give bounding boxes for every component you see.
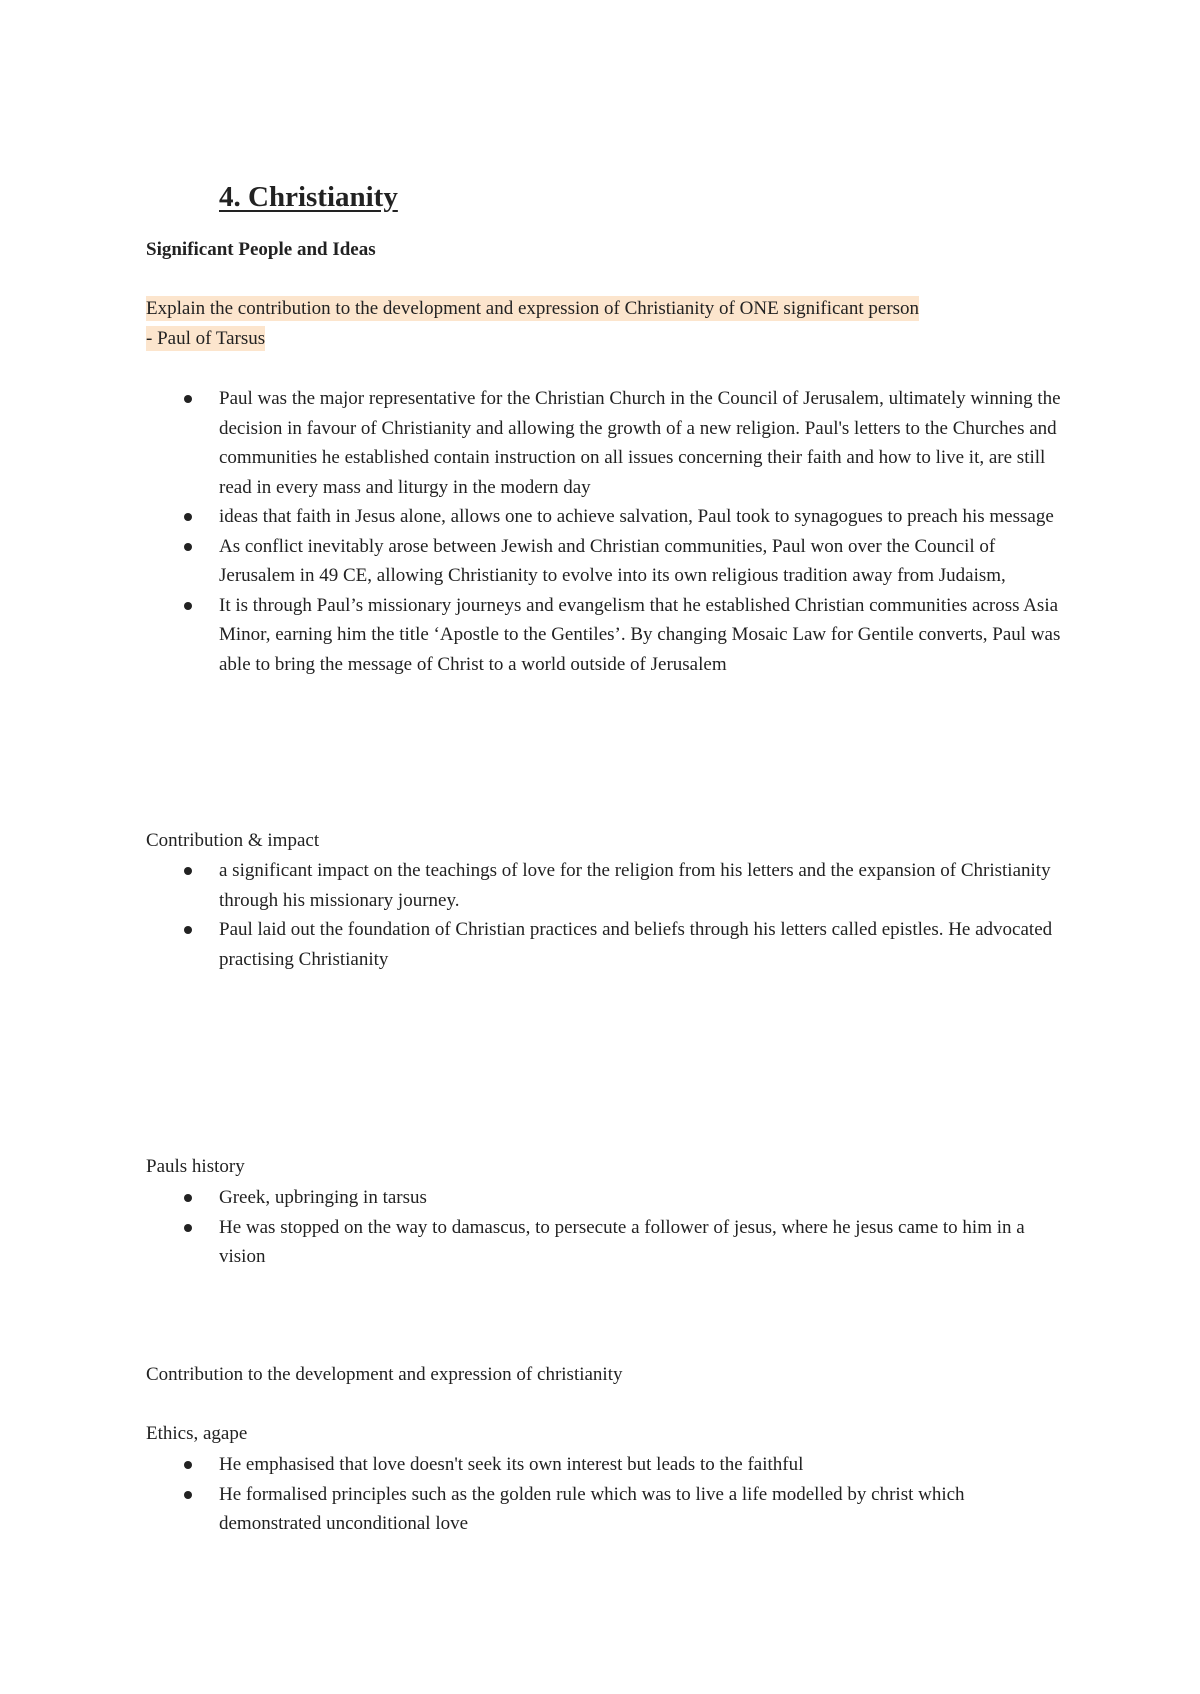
list-item-text: He was stopped on the way to damascus, to persecute a follower of jesus, where he jesus came to him in a vision [219, 1216, 1025, 1267]
list-item-text: He emphasised that love doesn't seek its own interest but leads to the faithful [219, 1454, 804, 1475]
ethics-heading: Ethics, agape [146, 1423, 248, 1444]
bullet-icon [184, 926, 192, 934]
highlighted-question [146, 294, 1066, 353]
contribution-bullet-list [146, 856, 1066, 974]
contribution-heading: Contribution & impact [146, 830, 320, 851]
bullet-icon [184, 1491, 192, 1499]
list-item [146, 1450, 1066, 1480]
list-item-text: a significant impact on the teachings of love for the religion from his letters and the expansion of Christianity through his missionary journey. [219, 860, 1051, 911]
bullet-icon [184, 1224, 192, 1232]
bullet-icon [184, 513, 192, 521]
list-item-text: It is through Paul’s missionary journeys and evangelism that he established Christian communities across Asia Minor, earning him the title ‘Apostle to the Gentiles’. By changing Mosaic Law for Gentile converts, Paul was able to bring the message of Christ to a world outside of Jerusalem [219, 594, 1061, 675]
list-item-text: As conflict inevitably arose between Jewish and Christian communities, Paul won over the Council of Jerusalem in 49 CE, allowing Christianity to evolve into its own religious tradition away from Judaism, [219, 535, 1006, 586]
list-item [146, 532, 1066, 591]
page-title: 4. Christianity [219, 181, 398, 213]
list-item [146, 502, 1066, 532]
bullet-icon [184, 867, 192, 875]
list-item-text: Paul laid out the foundation of Christian practices and beliefs through his letters called epistles. He advocated practising Christianity [219, 919, 1053, 970]
ethics-bullet-list [146, 1450, 1066, 1539]
list-item [146, 915, 1066, 974]
history-bullet-list [146, 1183, 1066, 1272]
bullet-icon [184, 543, 192, 551]
bullet-icon [184, 395, 192, 403]
bullet-icon [184, 602, 192, 610]
list-item-text: He formalised principles such as the golden rule which was to live a life modelled by christ which demonstrated unconditional love [219, 1483, 965, 1534]
question-line-1: Explain the contribution to the development and expression of Christianity of ONE significant person [146, 298, 920, 319]
list-item [146, 856, 1066, 915]
section-subtitle: Significant People and Ideas [146, 239, 376, 260]
bullet-icon [184, 1461, 192, 1469]
history-heading: Pauls history [146, 1156, 245, 1177]
list-item [146, 1213, 1066, 1272]
question-line-2: - Paul of Tarsus [146, 327, 266, 349]
list-item-text: Paul was the major representative for the Christian Church in the Council of Jerusalem, ultimately winning the decision in favour of Christianity and allowing the growth of a new religion. Paul's letters to the Churches and communities he established contain instruction on all issues concerning their faith and how to live it, are still read in every mass and liturgy in the modern day [219, 388, 1061, 498]
bullet-icon [184, 1194, 192, 1202]
list-item [146, 1183, 1066, 1213]
list-item-text: ideas that faith in Jesus alone, allows one to achieve salvation, Paul took to synagogues to preach his message [219, 506, 1054, 527]
list-item [146, 591, 1066, 680]
development-heading: Contribution to the development and expression of christianity [146, 1364, 623, 1385]
list-item-text: Greek, upbringing in tarsus [219, 1187, 427, 1208]
list-item [146, 1480, 1066, 1539]
list-item [146, 384, 1066, 502]
intro-bullet-list [146, 384, 1066, 679]
